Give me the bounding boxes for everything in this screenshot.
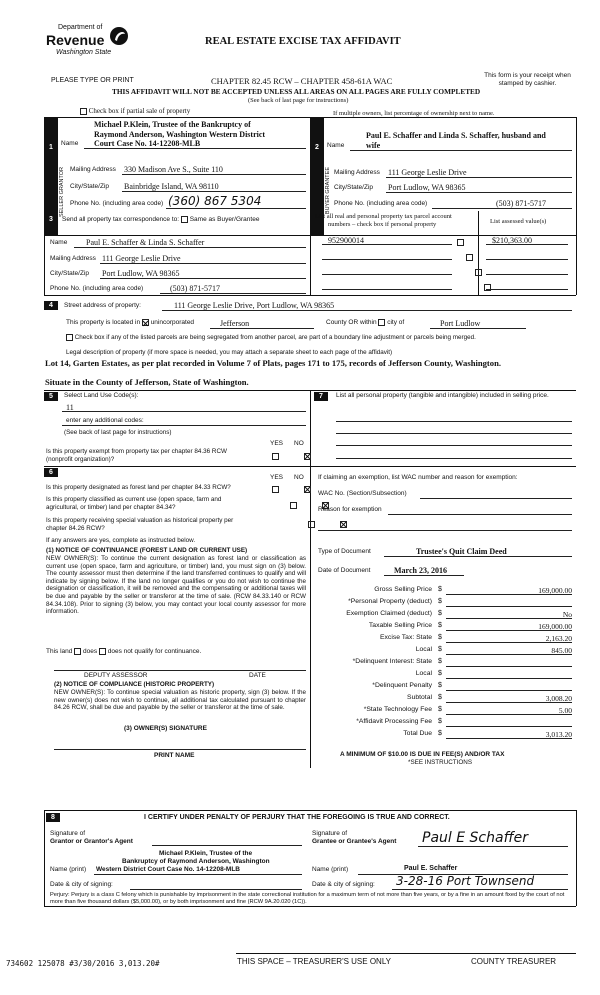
tax-row-label: Local (415, 670, 432, 677)
partial-sale-label: Check box if partial sale of property (88, 107, 191, 115)
assessed-value-1[interactable]: $210,363.00 (492, 236, 532, 245)
if-yes-note: If any answers are yes, complete as instructed below. (46, 537, 196, 544)
corr-phone-value[interactable]: (503) 871-5717 (170, 284, 220, 293)
grantor-name-line1: Michael P.Klein, Trustee of the (159, 850, 253, 857)
section-3-marker: 3 (46, 215, 56, 224)
land-use-no: NO (294, 440, 304, 447)
seller-phone-value[interactable]: (360) 867 5304 (168, 194, 262, 208)
agency-line3: Washington State (56, 49, 112, 56)
tax-row (310, 730, 576, 742)
street-label: Street address of property: (64, 302, 141, 309)
exempt-yes-checkbox[interactable] (272, 453, 279, 460)
buyer-name-label: Name (327, 142, 345, 149)
tax-row-currency: $ (438, 622, 442, 629)
grantor-date-city-label: Date & city of signing: (50, 881, 113, 888)
parcel-header-line1: List all real and personal property tax parcel account (315, 213, 452, 220)
doc-date-label: Date of Document (318, 567, 371, 574)
notice1-title: (1) NOTICE OF CONTINUANCE (FOREST LAND OR CURRENT USE) (46, 547, 248, 554)
treasurer-use-label: THIS SPACE – TREASURER'S USE ONLY (237, 957, 392, 966)
tax-row (310, 646, 576, 658)
agency-swirl-icon (108, 24, 130, 48)
corr-name-label: Name (50, 239, 68, 246)
deputy-date-label: DATE (249, 672, 266, 679)
grantee-date-city[interactable]: 3-28-16 Port Townsend (396, 874, 535, 888)
seller-name-label: Name (61, 140, 79, 147)
correspondence-label (62, 216, 259, 223)
notice2-body: NEW OWNER(S): To continue special valuation as historic property, sign (3) below. If the new owner(s) does not wish to continue, all additional tax calculated pursuant to chapter 84.26 RCW, shall be due and payable by the seller or transferor at the time of sale. (54, 689, 306, 712)
multiple-owners-note: If multiple owners, list percentage of ownership next to name. (333, 110, 495, 117)
tax-row-currency: $ (438, 706, 442, 713)
county-value[interactable]: Jefferson (220, 319, 250, 328)
tax-row (310, 598, 576, 610)
print-name-label: PRINT NAME (154, 752, 195, 759)
personal-property-checkbox-1[interactable] (457, 239, 464, 246)
exemption-label: If claiming an exemption, list WAC number and reason for exemption: (318, 474, 518, 481)
current-use-yes-checkbox[interactable] (290, 502, 297, 509)
section-5-marker: 5 (44, 392, 58, 401)
tax-row-label: *Delinquent Penalty (372, 682, 432, 689)
city-checkbox[interactable] (378, 319, 385, 326)
parcel-section (310, 211, 576, 295)
type-print: PLEASE TYPE OR PRINT (51, 77, 134, 84)
tax-row-currency: $ (438, 670, 442, 677)
forest-yes-checkbox[interactable] (272, 486, 279, 493)
grantee-name-print-label: Name (print) (312, 866, 349, 873)
doc-type-value[interactable]: Trustee's Quit Claim Deed (416, 547, 507, 556)
city-value[interactable]: Port Ludlow (440, 319, 481, 328)
section-6-marker: 6 (44, 468, 58, 477)
tax-row-label: Exemption Claimed (deduct) (346, 610, 432, 617)
grantor-name-line2: Bankruptcy of Raymond Anderson, Washington (122, 858, 270, 865)
reason-label: Reason for exemption (318, 506, 382, 513)
seller-name-line1: Michael P.Klein, Trustee of the Bankruptcy of (94, 120, 251, 129)
tax-row-label: *Affidavit Processing Fee (356, 718, 432, 725)
grantor-name-line3: Western District Court Case No. 14-12208-MLB (96, 866, 241, 873)
buyer-phone-label: Phone No. (including area code) (334, 200, 428, 207)
tax-row-value[interactable]: 169,000.00 (538, 622, 572, 631)
tax-row-label: *Personal Property (deduct) (348, 598, 432, 605)
buyer-name-line1: Paul E. Schaffer and Linda S. Schaffer, husband and (366, 131, 546, 140)
grantor-name-print-label: Name (print) (50, 866, 87, 873)
land-use-code[interactable]: 11 (66, 403, 74, 412)
exempt-question: Is this property exempt from property tax per chapter 84.36 RCW (nonprofit organization)? (46, 448, 227, 463)
notice1-body: NEW OWNER(S): To continue the current designation as forest land or classification as current use (open space, farm and agriculture, or timber) land, you must sign on (3) below. The county assessor must then determine if the land transferred continues to qualify and will indicate by signing below. If the land no longer qualifies or you do not wish to continue the designation or classification, it will be removed and the compensating or additional taxes will be due and payable by the seller or transferor at the time of sale. (RCW 84.33.140 or RCW 84.34.108). Prior to signing (3) below, you may contact your local county assessor for more information. (46, 555, 306, 616)
s6-no: NO (294, 474, 304, 481)
unincorporated-label: unincorporated (150, 319, 195, 327)
see-back-note: (See back of last page for instructions) (248, 97, 349, 104)
tax-row-currency: $ (438, 610, 442, 617)
seller-name-line2: Raymond Anderson, Washington Western District (94, 130, 266, 139)
grantee-date-city-label: Date & city of signing: (312, 881, 375, 888)
seller-name-line3: Court Case No. 14-12208-MLB (94, 139, 201, 148)
parcel-header-line2: numbers – check box if personal property (328, 221, 437, 228)
seller-city-label: City/State/Zip (70, 183, 110, 190)
forest-question: Is this property designated as forest land per chapter 84.33 RCW? (46, 484, 231, 491)
tax-row-label: Gross Selling Price (374, 586, 432, 593)
seller-mailing-value[interactable]: 330 Madison Ave S., Suite 110 (124, 165, 223, 174)
s6-yes: YES (270, 474, 284, 481)
tax-row-label: Total Due (403, 730, 432, 737)
tax-row-currency: $ (438, 586, 442, 593)
legal-line2: Situate in the County of Jefferson, State of Washington. (45, 377, 249, 387)
land-does-not-label: does not qualify for continuance. (107, 648, 202, 656)
corr-city-value[interactable]: Port Ludlow, WA 98365 (102, 269, 180, 278)
land-use-section (44, 390, 310, 466)
buyer-city-label: City/State/Zip (334, 184, 374, 191)
tax-row (310, 610, 576, 622)
located-row (66, 319, 194, 326)
corr-mailing-label: Mailing Address (50, 255, 96, 262)
street-value[interactable]: 111 George Leslie Drive, Port Ludlow, WA 98365 (174, 301, 335, 310)
minimum-fee-note: A MINIMUM OF $10.00 IS DUE IN FEE(S) AND/OR TAX (340, 751, 505, 758)
section-1-marker: 1 (46, 143, 56, 152)
parcel-number-1[interactable]: 952900014 (328, 236, 364, 245)
tax-row-label: Local (415, 646, 432, 653)
tax-row-value[interactable]: 169,000.00 (538, 586, 572, 595)
section-7-marker: 7 (314, 392, 328, 401)
same-as-buyer-checkbox[interactable] (181, 216, 188, 223)
doc-type-label: Type of Document (318, 548, 371, 555)
tax-row-value[interactable]: 3,008.20 (545, 694, 572, 703)
personal-property-label: List all personal property (tangible and intangible) included in selling price. (336, 392, 549, 399)
land-use-yes: YES (270, 440, 284, 447)
section8 (44, 810, 576, 906)
section7 (310, 390, 576, 768)
tax-row (310, 586, 576, 598)
property-section (44, 297, 576, 387)
land-does-checkbox[interactable] (74, 648, 81, 655)
tax-row-value[interactable]: 3,013.20 (545, 730, 572, 739)
assessed-header: List assessed value(s) (490, 218, 547, 225)
segregated-row (66, 334, 476, 341)
buyer-phone-value[interactable]: (503) 871-5717 (496, 199, 546, 208)
county-within-row (326, 319, 404, 326)
agency-line2: Revenue (46, 32, 105, 48)
land-use-label: Select Land Use Code(s): (64, 392, 139, 399)
tax-row-value[interactable]: 2,163.20 (545, 634, 572, 643)
tax-row-currency: $ (438, 694, 442, 701)
grantee-sig-label1: Signature of (312, 830, 348, 837)
tax-row-currency: $ (438, 730, 442, 737)
this-land-label: This land (46, 648, 73, 656)
seller-side-label: SELLER GRANTOR (59, 167, 65, 218)
grantee-signature[interactable]: Paul E Schaffer (422, 830, 529, 846)
buyer-mailing-value[interactable]: 111 George Leslie Drive (388, 168, 467, 177)
receipt-note: This form is your receipt when stamped by cashier. (484, 72, 571, 87)
doc-date-value[interactable]: March 23, 2016 (394, 566, 447, 575)
tax-row (310, 706, 576, 718)
partial-sale-row (80, 107, 190, 115)
certify-statement: I CERTIFY UNDER PENALTY OF PERJURY THAT THE FOREGOING IS TRUE AND CORRECT. (144, 814, 450, 821)
corr-city-label: City/State/Zip (50, 270, 90, 277)
tax-row (310, 682, 576, 694)
tax-row-currency: $ (438, 646, 442, 653)
unincorporated-checkbox[interactable] (142, 319, 149, 326)
correspondence-label-text: Send all property tax correspondence to: (62, 216, 180, 224)
tax-row (310, 670, 576, 682)
grantor-sig-label1: Signature of (50, 830, 86, 837)
grantor-sig-label2: Grantor or Grantor's Agent (50, 838, 133, 845)
tax-row-value[interactable]: 845.00 (551, 646, 572, 655)
agency-line1: Department of (58, 24, 103, 31)
tax-row (310, 634, 576, 646)
see-instructions: *SEE INSTRUCTIONS (408, 759, 473, 766)
tax-row-currency: $ (438, 682, 442, 689)
tax-row (310, 658, 576, 670)
tax-row-label: Taxable Selling Price (368, 622, 432, 629)
owner-signature-label: (3) OWNER(S) SIGNATURE (124, 725, 207, 732)
corr-phone-label: Phone No. (including area code) (50, 285, 144, 292)
seller-city-value[interactable]: Bainbridge Island, WA 98110 (124, 182, 219, 191)
segregated-checkbox[interactable] (66, 334, 73, 341)
tax-row-value[interactable]: 5.00 (558, 706, 572, 715)
same-as-buyer-label: Same as Buyer/Grantee (189, 216, 260, 224)
section-4-marker: 4 (44, 301, 58, 310)
this-land-row (46, 648, 201, 655)
notice2-title: (2) NOTICE OF COMPLIANCE (HISTORIC PROPERTY) (54, 681, 215, 688)
tax-row-currency: $ (438, 718, 442, 725)
deputy-assessor-label: DEPUTY ASSESSOR (84, 672, 148, 679)
tax-row (310, 718, 576, 730)
tax-row-currency: $ (438, 598, 442, 605)
buyer-city-value[interactable]: Port Ludlow, WA 98365 (388, 183, 466, 192)
county-treasurer-label: COUNTY TREASURER (471, 957, 557, 966)
tax-row (310, 694, 576, 706)
county-label: County OR within (326, 319, 377, 327)
tax-table (310, 586, 576, 746)
personal-property-checkbox-3[interactable] (475, 269, 482, 276)
grantee-sig-label2: Grantee or Grantee's Agent (312, 838, 397, 845)
tax-row-currency: $ (438, 634, 442, 641)
grantee-name-print[interactable]: Paul E. Schaffer (404, 865, 458, 872)
city-of-label: city of (387, 319, 405, 327)
tax-row-label: *State Technology Fee (363, 706, 432, 713)
buyer-side-label: BUYER GRANTEE (325, 167, 331, 215)
tax-row-currency: $ (438, 658, 442, 665)
corr-name-value[interactable]: Paul E. Schaffer & Linda S. Schaffer (86, 238, 205, 247)
treasurer-stamp: 734602 125078 #3/30/2016 3,013.20# (6, 959, 160, 968)
perjury-note: Perjury: Perjury is a class C felony which is punishable by imprisonment in the state correctional institution for a maximum term of not more than five years, or by a fine in an amount fixed by the court of not more than five thousand dollars ($5,000.00), or by both imprisonment and fine (RCW 9A.20.020 (1C)). (50, 892, 565, 905)
located-label: This property is located in (66, 319, 141, 327)
land-does-label: does (83, 648, 98, 656)
seller-mailing-label: Mailing Address (70, 166, 116, 173)
tax-row-label: Subtotal (407, 694, 432, 701)
correspondence-section (44, 211, 310, 295)
tax-row-value[interactable]: No (562, 610, 572, 619)
historic-question: Is this property receiving special valuation as historical property per chapter 84.26 RCW? (46, 517, 234, 532)
tax-row-label: Excise Tax: State (379, 634, 432, 641)
wac-label: WAC No. (Section/Subsection) (318, 490, 407, 497)
agency-logo (46, 22, 136, 62)
legal-label: Legal description of property (if more space is needed, you may attach a separate sheet to each page of the affidavit) (66, 349, 393, 356)
tax-row (310, 622, 576, 634)
land-use-see-back: (See back of last page for instructions) (64, 429, 172, 436)
buyer-mailing-label: Mailing Address (334, 169, 380, 176)
land-does-not-checkbox[interactable] (99, 648, 106, 655)
form-title: REAL ESTATE EXCISE TAX AFFIDAVIT (205, 36, 401, 47)
section-2-marker: 2 (312, 143, 322, 152)
tax-row-label: *Delinquent Interest: State (352, 658, 432, 665)
not-accepted-note: THIS AFFIDAVIT WILL NOT BE ACCEPTED UNLESS ALL AREAS ON ALL PAGES ARE FULLY COMPLETED (112, 87, 481, 96)
partial-sale-checkbox[interactable] (80, 108, 87, 115)
personal-property-checkbox-2[interactable] (466, 254, 473, 261)
seller-phone-label: Phone No. (including area code) (70, 200, 164, 207)
current-use-question: Is this property classified as current use (open space, farm and agricultural, or timber) land per chapter 84.34? (46, 496, 222, 511)
segregated-label: Check box if any of the listed parcels are being segregated from another parcel, are part of a boundary line adjustment or parcels being merged. (74, 334, 476, 342)
section6 (44, 466, 310, 768)
form-chapter: CHAPTER 82.45 RCW – CHAPTER 458-61A WAC (211, 76, 393, 86)
buyer-name-line2: wife (366, 141, 381, 150)
corr-mailing-value[interactable]: 111 George Leslie Drive (102, 254, 181, 263)
legal-line1: Lot 14, Garten Estates, as per plat recorded in Volume 7 of Plats, pages 171 to 175, records of Jefferson County, Washington. (45, 358, 502, 368)
additional-codes-label: enter any additional codes: (66, 417, 144, 424)
section-8-marker: 8 (46, 813, 60, 822)
